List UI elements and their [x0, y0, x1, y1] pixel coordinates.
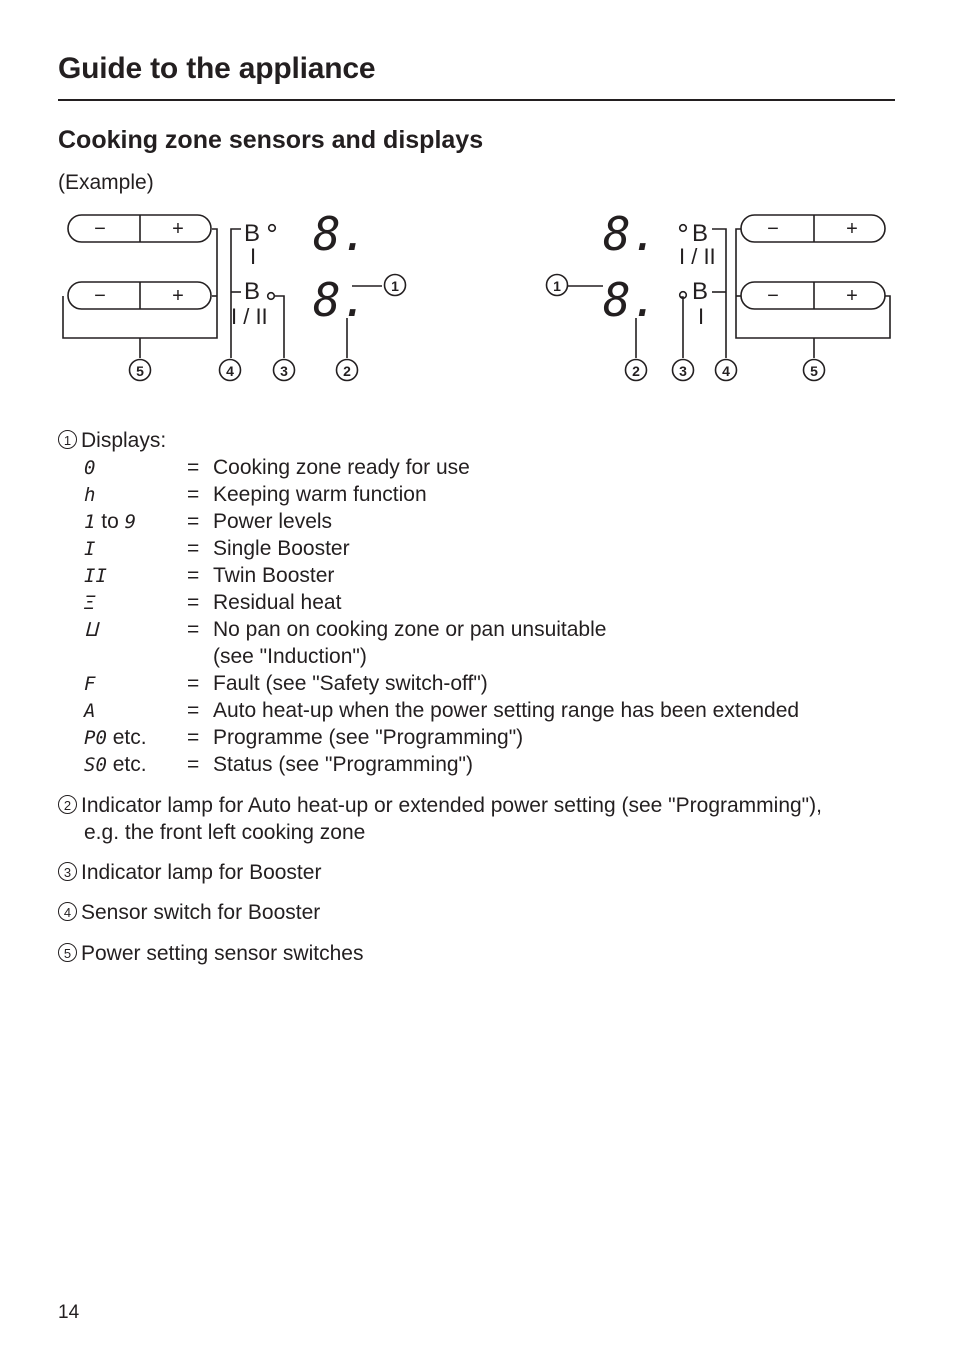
- callout-number: 2: [58, 795, 77, 814]
- booster-key-rear-right: B: [692, 220, 709, 247]
- svg-text:2: 2: [632, 363, 640, 379]
- plus-icon: +: [172, 285, 184, 307]
- svg-text:2: 2: [343, 363, 351, 379]
- display-digit-front-left: 8.: [313, 273, 369, 327]
- callout-number: 5: [58, 943, 77, 962]
- booster-indicator-lamp-rear-right: [680, 225, 687, 232]
- callout-5-bracket-right: [736, 229, 890, 338]
- callout-4-line-left: [231, 229, 241, 358]
- svg-text:4: 4: [722, 363, 730, 379]
- minus-icon: −: [767, 218, 779, 240]
- svg-text:1: 1: [391, 278, 399, 294]
- page-number: 14: [58, 1302, 80, 1323]
- booster-indicator-lamp-front-left: [268, 293, 275, 300]
- callout-3-line-left: [275, 296, 284, 358]
- booster-key-rear-left: B: [244, 220, 261, 247]
- plus-icon: +: [846, 285, 858, 307]
- display-digit-rear-right: 8.: [603, 207, 659, 261]
- left-rear-power-slider: [68, 215, 211, 242]
- legend-item-5: 5 Power setting sensor switches: [58, 940, 363, 967]
- legend-label: Displays:: [81, 429, 167, 452]
- title-divider: [58, 99, 895, 101]
- minus-icon: −: [767, 285, 779, 307]
- right-front-power-slider: [741, 282, 885, 309]
- svg-text:3: 3: [679, 363, 687, 379]
- booster-key-front-left: B: [244, 278, 261, 305]
- svg-text:5: 5: [136, 363, 144, 379]
- svg-text:4: 4: [226, 363, 234, 379]
- callout-number: 3: [58, 862, 77, 881]
- right-rear-power-slider: [741, 215, 885, 242]
- minus-icon: −: [94, 218, 106, 240]
- legend-item-2-continuation: e.g. the front left cooking zone: [84, 821, 366, 844]
- twin-booster-label: I / II: [231, 304, 268, 329]
- legend-item-3: 3 Indicator lamp for Booster: [58, 859, 321, 886]
- example-label: (Example): [58, 171, 154, 194]
- single-booster-label: I: [250, 244, 257, 269]
- display-digit-rear-left: 8.: [313, 207, 369, 261]
- plus-icon: +: [172, 218, 184, 240]
- legend-item-4: 4 Sensor switch for Booster: [58, 899, 320, 926]
- twin-booster-label: I / II: [679, 244, 716, 269]
- callout-number: 4: [58, 902, 77, 921]
- single-booster-label: I: [698, 304, 705, 329]
- section-title: Cooking zone sensors and displays: [58, 126, 484, 154]
- booster-key-front-right: B: [692, 278, 709, 305]
- legend-item-1: [58, 427, 166, 454]
- svg-text:1: 1: [553, 278, 561, 294]
- minus-icon: −: [94, 285, 106, 307]
- legend-item-2: 2 Indicator lamp for Auto heat-up or extended power setting (see "Programming"),: [58, 792, 822, 819]
- control-panel-diagram: [0, 200, 954, 390]
- page-title: Guide to the appliance: [58, 52, 376, 85]
- callout-number: 1: [58, 430, 77, 449]
- display-digit-front-right: 8.: [603, 273, 659, 327]
- svg-text:3: 3: [280, 363, 288, 379]
- left-front-power-slider: [68, 282, 211, 309]
- svg-text:5: 5: [810, 363, 818, 379]
- plus-icon: +: [846, 218, 858, 240]
- booster-indicator-lamp-rear-left: [269, 225, 276, 232]
- callout-3-line-right: [680, 297, 683, 358]
